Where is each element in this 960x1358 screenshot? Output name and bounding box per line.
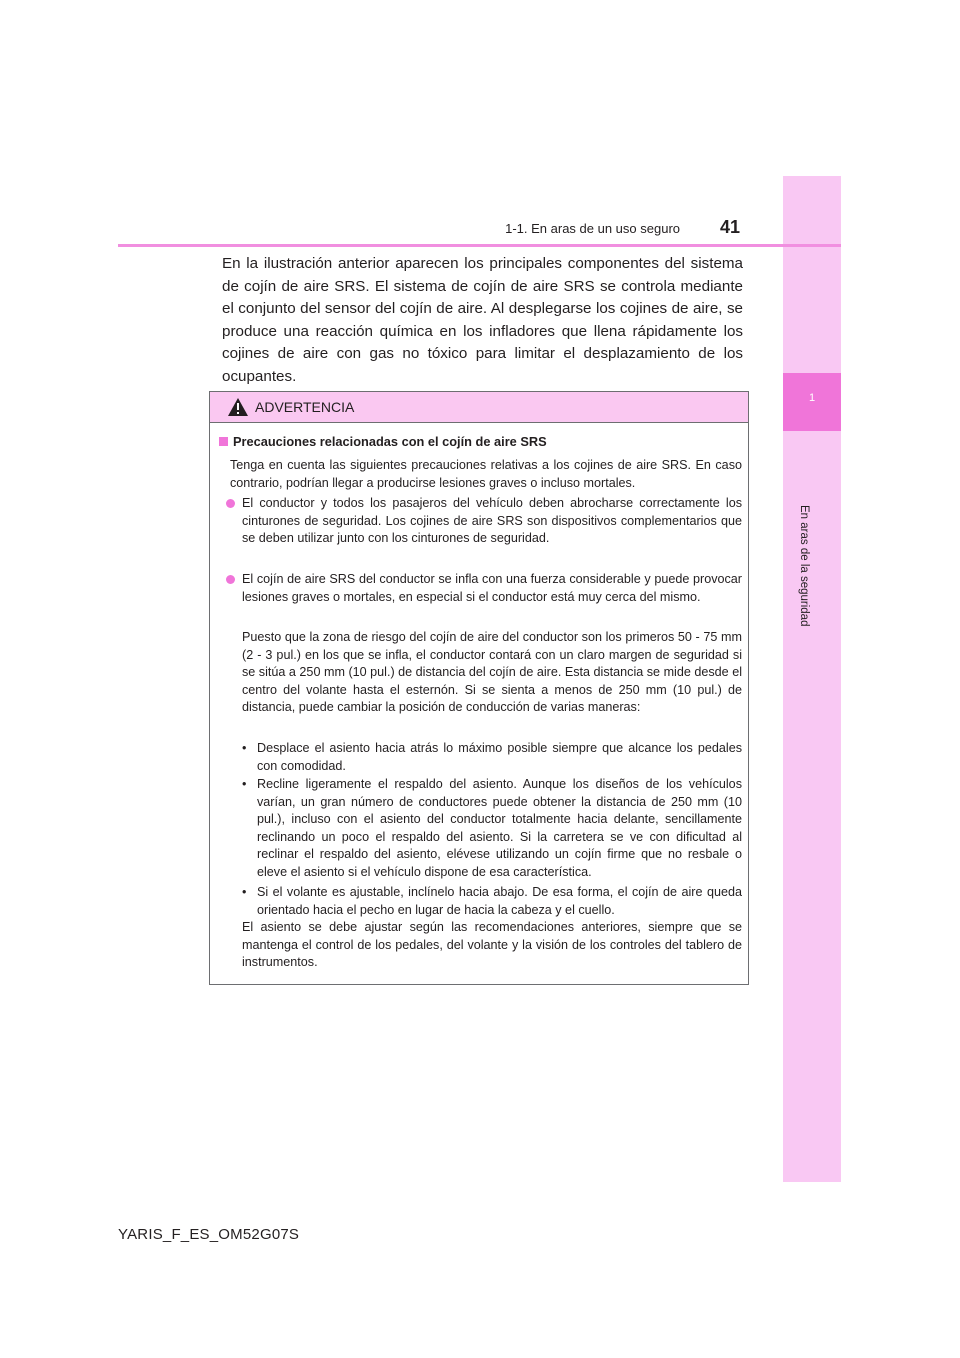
chapter-number: 1 xyxy=(808,392,816,404)
warning-header xyxy=(210,392,748,423)
warning-bullet-text: El conductor y todos los pasajeros del vehículo deben abrocharse correctamente los cinturones de seguridad. Los cojines de aire SRS son dispositivos complementarios que se deben utilizar junto con los cinturones de seguridad. xyxy=(242,496,742,545)
header-rule xyxy=(118,244,841,247)
square-bullet-icon xyxy=(219,437,228,446)
sub-item-text: Si el volante es ajustable, inclínelo hacia abajo. De esa forma, el cojín de aire queda orientado hacia el pecho en lugar de hacia la cabeza y el cuello. xyxy=(257,885,742,917)
footer-document-code: YARIS_F_ES_OM52G07S xyxy=(118,1226,300,1243)
warning-heading xyxy=(219,434,547,449)
sub-item-text: Recline ligeramente el respaldo del asiento. Aunque los diseños de los vehículos varían, un gran número de conductores puede obtener la distancia de 250 mm (10 pul.), incluso con el asiento del conductor totalmente hacia delante, sencillamente reclinando un poco el respaldo del asiento. Si la carretera se ve con dificultad al reclinar el respaldo del asiento, elévese utilizando un cojín firme que no resbale o eleve el asiento si el vehículo dispone de esa característica. xyxy=(257,777,742,879)
sub-item-text: Desplace el asiento hacia atrás lo máximo posible siempre que alcance los pedales con comodidad. xyxy=(257,741,742,773)
warning-closing: El asiento se debe ajustar según las recomendaciones anteriores, siempre que se mantenga el control de los pedales, del volante y la visión de los controles del tablero de instrumentos. xyxy=(242,920,742,969)
warning-detail: Puesto que la zona de riesgo del cojín de aire del conductor son los primeros 50 - 75 mm (2 - 3 pul.) en los que se infla, el conductor contará con un claro margen de seguridad si se sitúa a 250 mm (10 pul.) de distancia del cojín de aire. Esta distancia se mide desde el centro del volante hasta el esternón. Si se sienta a menos de 250 mm (10 pul.) de distancia, puede cambiar la posición de conducción de varias maneras: xyxy=(242,630,742,714)
page-number: 41 xyxy=(720,217,741,237)
warning-bullet-text: El cojín de aire SRS del conductor se infla con una fuerza considerable y puede provocar lesiones graves o mortales, en especial si el conductor está muy cerca del mismo. xyxy=(242,572,742,604)
sub-item-bullet: • xyxy=(242,777,247,791)
chapter-title xyxy=(790,505,810,627)
warning-triangle-icon xyxy=(227,397,249,417)
sub-item-bullet: • xyxy=(242,885,247,899)
warning-title: ADVERTENCIA xyxy=(255,399,355,415)
section-title: 1-1. En aras de un uso seguro xyxy=(505,221,680,236)
sub-item-bullet: • xyxy=(242,741,247,755)
intro-paragraph: En la ilustración anterior aparecen los principales componentes del sistema de cojín de aire SRS. El sistema de cojín de aire SRS se controla mediante el conjunto del sensor del cojín de aire. Al desplegarse los cojines de aire, se produce una reacción química en los infladores que llena rápidamente los cojines de aire con gas no tóxico para limitar el desplazamiento de los ocupantes. xyxy=(222,255,743,385)
warning-intro: Tenga en cuenta las siguientes precauciones relativas a los cojines de aire SRS. En caso contrario, podrían llegar a producirse lesiones graves o incluso mortales. xyxy=(230,458,742,490)
chapter-title-text: En aras de la seguridad xyxy=(798,505,810,627)
warning-heading-text: Precauciones relacionadas con el cojín de aire SRS xyxy=(233,434,547,449)
chapter-side-tab xyxy=(783,176,841,1182)
circle-bullet-icon xyxy=(226,575,235,584)
circle-bullet-icon xyxy=(226,499,235,508)
